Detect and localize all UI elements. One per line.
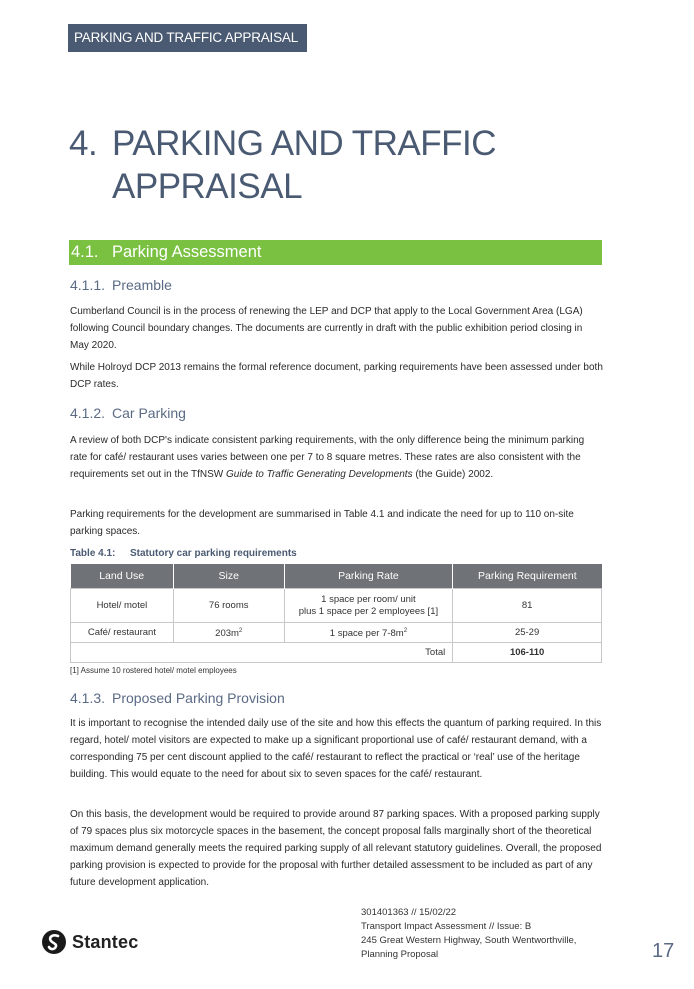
cell-total-label: Total xyxy=(284,643,453,663)
cell-parking-rate: 1 space per $7-8m^2$ xyxy=(284,623,453,643)
cell-total-value: 106-110 xyxy=(453,643,602,663)
page-number: 17 xyxy=(652,940,675,962)
section-title: Parking Assessment xyxy=(112,243,262,261)
footer-line-project: Planning Proposal xyxy=(361,949,439,960)
provision-paragraph-2: On this basis, the development would be required to provide around 87 parking spaces. With a proposed parking supply of 79 spaces plus six motorcycle spaces in the basement, the concept proposal falls marginally short of the theoretical maximum demand generally meets the required parking supply of all relevant statutory guidelines. Overall, the proposed parking provision is expected to provide for the proposal with further detailed assessment to be included as part of any future development application. xyxy=(70,809,602,888)
subheading-number: 4.1.1. xyxy=(70,277,106,293)
cell-requirement: 25-29 xyxy=(453,623,602,643)
table-row xyxy=(71,623,602,643)
chapter-title-line1: PARKING AND TRAFFIC xyxy=(112,124,496,163)
logo-wordmark: Stantec xyxy=(72,931,139,952)
preamble-paragraph-1: Cumberland Council is in the process of renewing the LEP and DCP that apply to the Local Government Area (LGA) following Council boundary changes. The documents are currently in draft with the public exhibition period closing in May 2020. xyxy=(70,306,583,351)
footer-line-document: Transport Impact Assessment // Issue: B xyxy=(361,921,532,932)
subheading-number: 4.1.3. xyxy=(70,690,106,706)
cell-size: $203m^2$ xyxy=(173,623,284,643)
parking-requirements-table xyxy=(70,564,602,663)
table-caption-title: Statutory car parking requirements xyxy=(130,548,297,559)
cell-blank xyxy=(71,643,285,663)
cell-land-use: Hotel/ motel xyxy=(71,589,174,623)
stantec-logo-icon xyxy=(41,929,67,955)
section-heading xyxy=(69,240,602,265)
cell-land-use: Café/ restaurant xyxy=(71,623,174,643)
table-total-row xyxy=(71,643,602,663)
column-header-size: Size xyxy=(173,564,284,589)
table-caption xyxy=(70,548,297,559)
column-header-land-use: Land Use xyxy=(71,564,174,589)
cell-requirement: 81 xyxy=(453,589,602,623)
subheading-title: Proposed Parking Provision xyxy=(112,690,285,706)
table-footnote: [1] Assume 10 rostered hotel/ motel employees xyxy=(70,666,237,675)
footer-line-address: 245 Great Western Highway, South Wentworthville, xyxy=(361,935,577,946)
table-caption-number: Table 4.1: xyxy=(70,548,116,559)
subheading-preamble xyxy=(70,277,172,293)
footer-line-reference: 301401363 // 15/02/22 xyxy=(361,907,457,918)
car-parking-paragraph-1: A review of both DCP's indicate consistent parking requirements, with the only difference being the minimum parking rate for café/ restaurant uses varies between one per 7 to 8 square metres. These rates are also consistent with the requirements set out in the TfNSW Guide to Traffic Generating Developments (the Guide) 2002. xyxy=(70,435,585,480)
subheading-title: Preamble xyxy=(112,277,172,293)
chapter-title-line2: APPRAISAL xyxy=(112,167,303,206)
chapter-title xyxy=(69,122,496,208)
stantec-logo xyxy=(41,929,138,955)
car-parking-paragraph-2: Parking requirements for the development are summarised in Table 4.1 and indicate the need for up to 110 on-site parking spaces. xyxy=(70,509,574,537)
subheading-number: 4.1.2. xyxy=(70,405,106,421)
chapter-number: 4. xyxy=(69,124,98,163)
subheading-proposed-parking xyxy=(70,690,285,706)
column-header-parking-requirement: Parking Requirement xyxy=(453,564,602,589)
column-header-parking-rate: Parking Rate xyxy=(284,564,453,589)
table-header-row xyxy=(71,564,602,589)
preamble-paragraph-2: While Holroyd DCP 2013 remains the formal reference document, parking requirements have been assessed under both DCP rates. xyxy=(70,362,603,390)
footer-info xyxy=(361,906,576,962)
cell-parking-rate: 1 space per room/ unit plus 1 space per 2 employees [1] xyxy=(284,589,453,623)
guide-title: Guide to Traffic Generating Developments xyxy=(226,469,413,480)
subheading-car-parking xyxy=(70,405,186,421)
table-row xyxy=(71,589,602,623)
header-tag: PARKING AND TRAFFIC APPRAISAL xyxy=(68,24,307,52)
subheading-title: Car Parking xyxy=(112,405,186,421)
provision-paragraph-1: It is important to recognise the intended daily use of the site and how this effects the quantum of parking required. In this regard, hotel/ motel visitors are expected to make up a significant proportional use of café/ restaurant demand, with a corresponding 75 per cent discount applied to the café/ restaurant to reflect the practical or ‘real’ use of the heritage building. This would equate to the need for about six to seven spaces for the café/ restaurant. xyxy=(70,718,602,780)
section-number: 4.1. xyxy=(71,243,99,261)
cell-size: 76 rooms xyxy=(173,589,284,623)
